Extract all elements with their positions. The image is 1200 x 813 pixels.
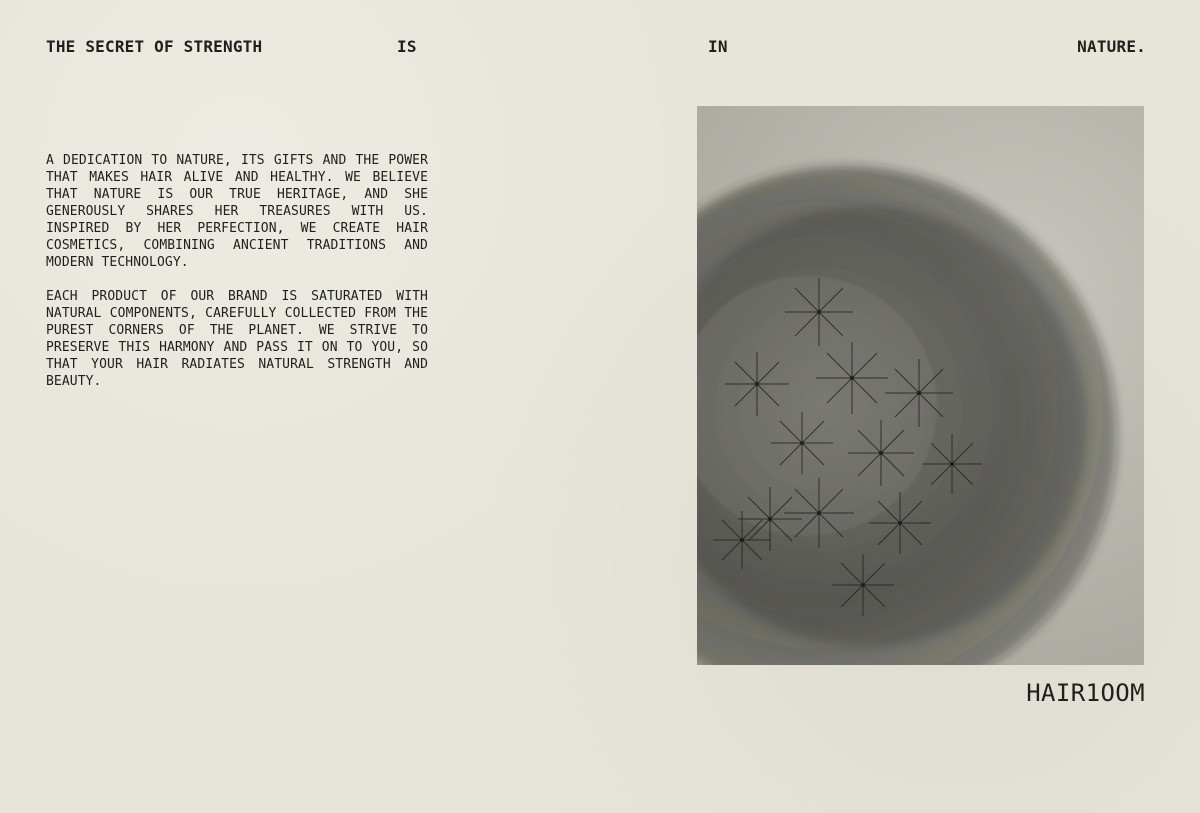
- body-copy: [46, 152, 428, 407]
- headline-word-1: THE SECRET OF STRENGTH: [46, 37, 263, 56]
- headline-word-3: IN: [708, 37, 728, 56]
- dandelion-photo: [697, 106, 1144, 665]
- body-paragraph-2: EACH PRODUCT OF OUR BRAND IS SATURATED WITH NATURAL COMPONENTS, CAREFULLY COLLECTED FROM THE PUREST CORNERS OF THE PLANET. WE STRIVE TO PRESERVE THIS HARMONY AND PASS IT ON TO YOU, SO THAT YOUR HAIR RADIATES NATURAL STRENGTH AND BEAUTY.: [46, 289, 428, 389]
- body-paragraph-1: A DEDICATION TO NATURE, ITS GIFTS AND THE POWER THAT MAKES HAIR ALIVE AND HEALTHY. WE BELIEVE THAT NATURE IS OUR TRUE HERITAGE, AND SHE GENEROUSLY SHARES HER TREASURES WITH US. INSPIRED BY HER PERFECTION, WE CREATE HAIR COSMETICS, COMBINING ANCIENT TRADITIONS AND MODERN TECHNOLOGY.: [46, 153, 428, 270]
- headline-word-2: IS: [397, 37, 417, 56]
- headline-word-4: NATURE.: [1077, 37, 1146, 56]
- dandelion-seed-head-icon: [697, 106, 1144, 665]
- brand-logo: HAIR1OOM: [1026, 679, 1145, 707]
